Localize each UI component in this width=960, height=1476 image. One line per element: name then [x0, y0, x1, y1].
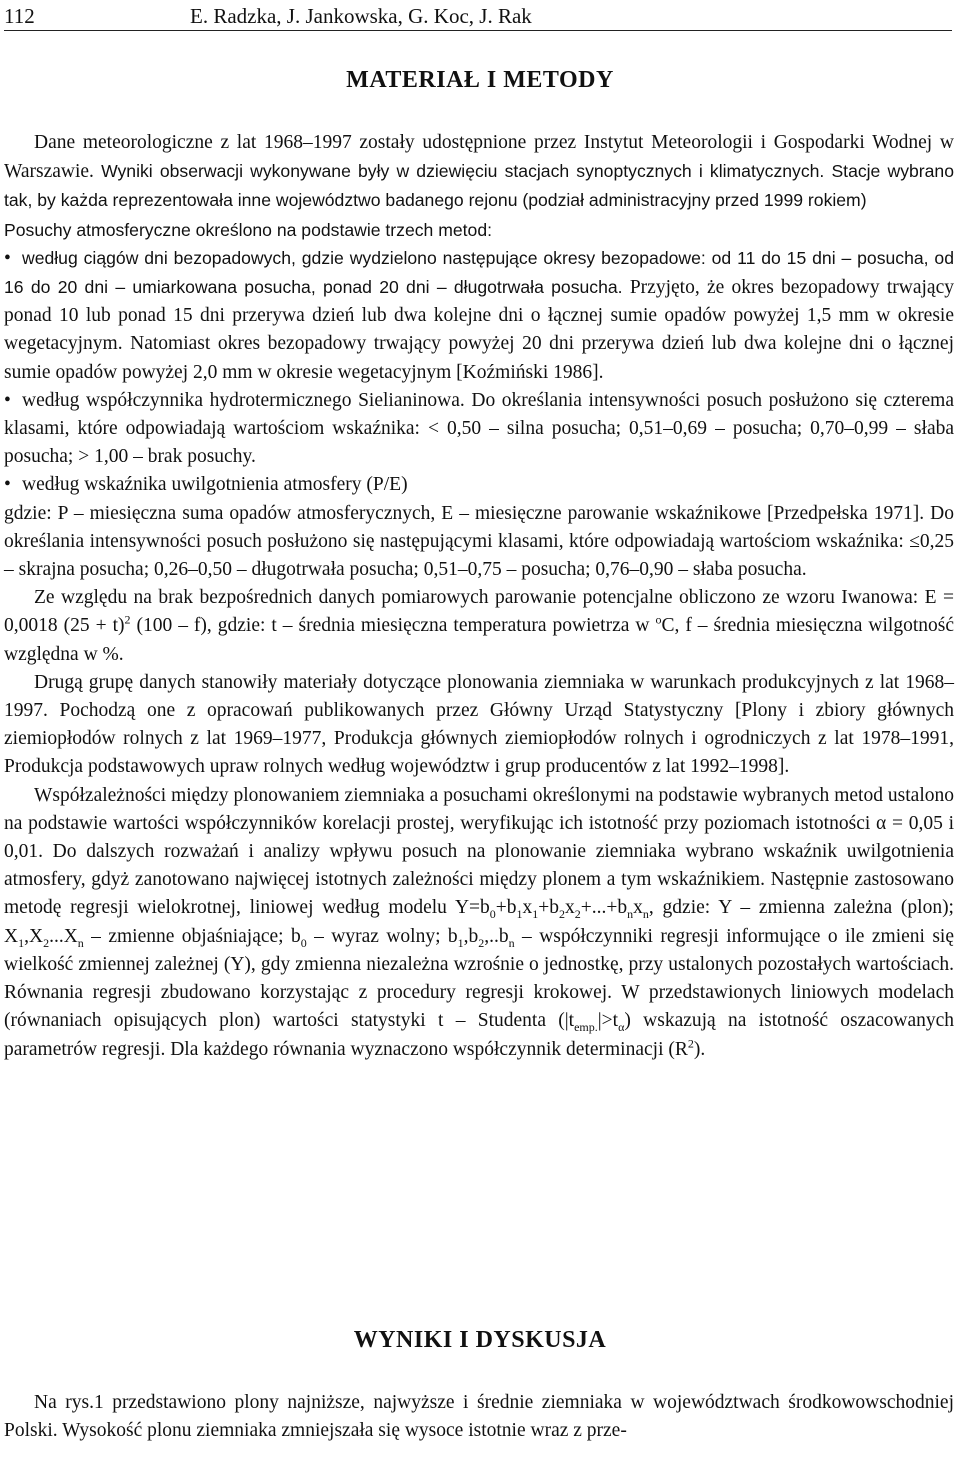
methods-bullet-dry-days: • według ciągów dni bezopadowych, gdzie wydzielono następujące okresy bezopadowe: od 11 do 15 dni – posucha, od 16 do 20 dni – umiarkowana posucha, ponad 20 dni – długotrwała posucha. Przyjęto, że okres bezopadowy trwający ponad 10 lub ponad 15 dni przerywa dzień lub dwa kolejne dni o łącznej sumie opadów powyżej 1,5 mm w okresie wegetacyjnym. Natomiast okres bezopadowy trwający powyżej 20 dni przerywa dzień lub dwa kolejne dni o łącznej sumie opadów powyżej 2,0 mm w okresie wegetacyjnym [Koźmiński 1986].: [4, 247, 954, 383]
methods-paragraph-yield-data: Drugą grupę danych stanowiły materiały dotyczące plonowania ziemniaka w warunkach produkcyjnych z lat 1968–1997. Pochodzą one z opracowań publikowanych przez Główny Urząd Statystyczny [Plony i zbiory głównych ziemiopłodów rolnych z lat 1969–1977, Produkcja głównych ziemiopłodów rolnych i ogrodniczych z lat 1978–1991, Produkcja podstawowych upraw rolnych według województw i grup producentów z lat 1992–1998].: [4, 671, 954, 778]
methods-paragraph-data-source: Dane meteorologiczne z lat 1968–1997 zostały udostępnione przez Instytut Meteorologii i Gospodarki Wodnej w Warszawie. Wyniki obserwacji wykonywane były w dziewięciu stacjach synoptycznych i klimatycznych. Stacje wybrano tak, by każda reprezentowała inne województwo badanego rejonu (podział administracyjny przed 1999 rokiem): [4, 132, 954, 211]
methods-paragraph-regression: Współzależności między plonowaniem ziemniaka a posuchami określonymi na podstawie wybranych metod ustalono na podstawie wartości współczynników korelacji prostej, weryfikując ich istotność przy poziomach istotności α = 0,05 i 0,01. Do dalszych rozważań i analizy wpływu posuch na plonowanie ziemniaka wybrano wskaźnik uwilgotnienia atmosfery, gdyż zanotowano najwięcej istotnych zależności między plonem a tym wskaźnikiem. Następnie zastosowano metodę regresji wielokrotnej, liniowej według modelu $Y=b_0+b_1x_1+b_2x_2+...+b_nx_n$, gdzie: Y – zmienna zależna (plon); $X_1,X_2...X_n$ – zmienne objaśniające; $b_0$ – wyraz wolny; $b_1,b_2,..b_n$ – współczynniki regresji informujące o ile zmieni się wielkość zmiennej zależnej (Y), gdy zmienna niezależna wzrośnie o jednostkę, przy ustalonych pozostałych wartościach. Równania regresji zbudowano korzystając z procedury regresji krokowej. W przedstawionych liniowych modelach (równaniach opisujących plon) wartości statystyki t – Studenta $(|t_{emp.}|>t_\alpha)$ wskazują na istotność oszacowanych parametrów regresji. Dla każdego równania wyznaczono współczynnik determinacji $(R^2)$.: [4, 784, 954, 1060]
results-body: [4, 1389, 954, 1445]
results-paragraph-1: Na rys.1 przedstawiono plony najniższe, najwyższe i średnie ziemniaka w województwach środkowowschodniej Polski. Wysokość plonu ziemniaka zmniejszała się wysoce istotnie wraz z prze-: [4, 1392, 954, 1442]
methods-paragraph-drought-methods: Posuchy atmosferyczne określono na podstawie trzech metod:: [4, 219, 492, 240]
section-title-methods: MATERIAŁ I METODY: [346, 67, 614, 93]
methods-paragraph-evaporation-formula: Ze względu na brak bezpośrednich danych pomiarowych parowanie potencjalne obliczono ze wzoru Iwanowa: E = 0,0018 $(25 + t)^2$ (100 – f), gdzie: t – średnia miesięczna temperatura powietrza w $^o$C, f – średnia miesięczna wilgotność względna w %.: [4, 587, 954, 665]
methods-bullet-hydrothermal: • według współczynnika hydrotermicznego Sielianinowa. Do określania intensywności posuch posłużono się czterema klasami, które odpowiadają wartościom wskaźnika: < 0,50 – silna posucha; 0,51–0,69 – posucha; 0,70–0,99 – słaba posucha; > 1,00 – brak posuchy.: [4, 389, 954, 468]
running-header: [4, 4, 952, 31]
page-number: 112: [4, 4, 35, 28]
section-title-results: WYNIKI I DYSKUSJA: [353, 1327, 607, 1353]
methods-body: [4, 129, 954, 1064]
methods-paragraph-humidity-classes: gdzie: P – miesięczna suma opadów atmosferycznych, E – miesięczne parowanie wskaźnikowe [Przedpełska 1971]. Do określania intensywności posuch posłużono się następującymi klasami, które odpowiadają wartościom wskaźnika: ≤0,25 – skrajna posucha; 0,26–0,50 – długotrwała posucha; 0,51–0,75 – posucha; 0,76–0,90 – słaba posucha.: [4, 502, 954, 581]
running-header-authors: E. Radzka, J. Jankowska, G. Koc, J. Rak: [190, 4, 532, 28]
methods-bullet-humidity-index: • według wskaźnika uwilgotnienia atmosfery (P/E): [4, 474, 408, 496]
